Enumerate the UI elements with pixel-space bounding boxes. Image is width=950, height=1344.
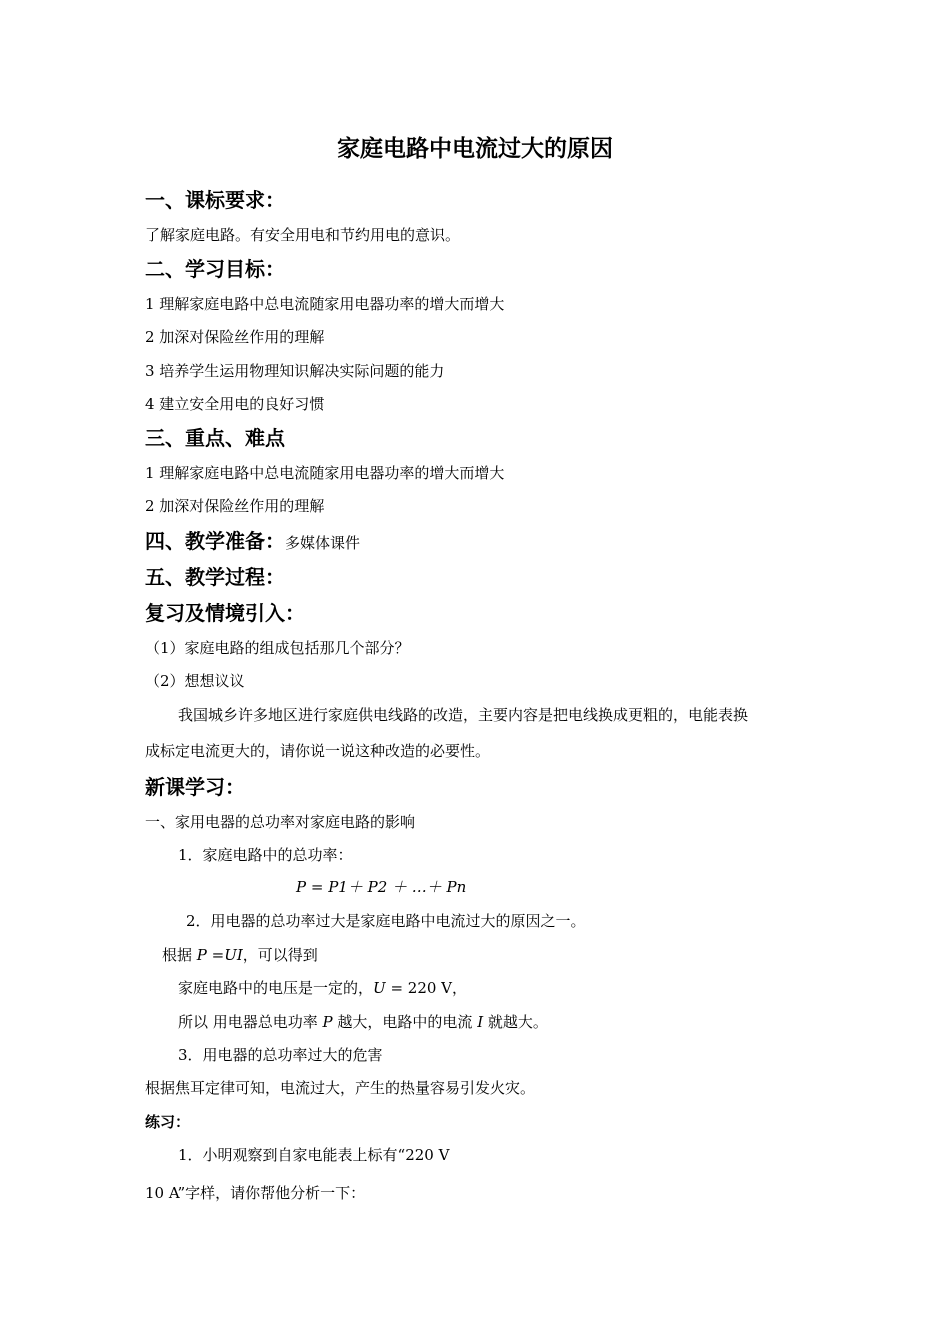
new-lesson-heading: 新课学习：	[145, 775, 245, 799]
voltage-variable: U	[373, 979, 386, 997]
key-point-1: 1 理解家庭电路中总电流随家用电器功率的增大而增大	[145, 464, 505, 482]
section-heading-preparation	[145, 528, 360, 556]
conclusion-prefix: 所以 用电器总电功率	[178, 1013, 323, 1031]
goal-item-3: 3 培养学生运用物理知识解决实际问题的能力	[145, 362, 445, 380]
power-variable: P	[322, 1013, 333, 1031]
new-lesson-item-1-2: 2．用电器的总功率过大是家庭电路中电流过大的原因之一。	[186, 912, 586, 930]
basis-prefix: 根据	[162, 946, 197, 964]
preparation-value: 多媒体课件	[285, 534, 361, 552]
conclusion-suffix: 就越大。	[483, 1013, 548, 1031]
curriculum-text: 了解家庭电路。有安全用电和节约用电的意识。	[145, 226, 461, 244]
goal-item-2: 2 加深对保险丝作用的理解	[145, 328, 325, 346]
basis-suffix: ，可以得到	[242, 946, 318, 964]
practice-item-1-line-1: 1．小明观察到自家电能表上标有“220 V	[178, 1146, 450, 1164]
section-heading-process: 五、教学过程：	[145, 565, 285, 589]
total-power-formula: P = P1＋ P2 ＋ …＋ Pn	[296, 878, 467, 896]
voltage-suffix: = 220 V，	[385, 979, 468, 997]
key-point-2: 2 加深对保险丝作用的理解	[145, 497, 325, 515]
section-heading-key-points: 三、重点、难点	[145, 426, 285, 450]
review-heading: 复习及情境引入：	[145, 601, 305, 625]
review-question-1: （1）家庭电路的组成包括那几个部分？	[145, 639, 410, 657]
practice-item-1-line-2: 10 A”字样，请你帮他分析一下：	[145, 1184, 366, 1202]
conclusion-middle: 越大，电路中的电流	[332, 1013, 478, 1031]
basis-formula: P =UI	[196, 946, 243, 964]
new-lesson-item-1: 一、家用电器的总功率对家庭电路的影响	[145, 813, 416, 831]
voltage-prefix: 家庭电路中的电压是一定的，	[178, 979, 374, 997]
page-title: 家庭电路中电流过大的原因	[337, 136, 613, 162]
new-lesson-item-1-3: 3．用电器的总功率过大的危害	[178, 1046, 383, 1064]
voltage-line	[178, 978, 467, 998]
new-lesson-item-1-1: 1．家庭电路中的总功率：	[178, 846, 353, 864]
current-variable: I	[477, 1013, 484, 1031]
section-heading-goals: 二、学习目标：	[145, 257, 285, 281]
review-paragraph-line-2: 成标定电流更大的，请你说一说这种改造的必要性。	[145, 742, 491, 760]
section-heading-curriculum: 一、课标要求：	[145, 188, 285, 212]
practice-heading: 练习：	[145, 1113, 191, 1131]
conclusion-line	[178, 1012, 548, 1032]
goal-item-1: 1 理解家庭电路中总电流随家用电器功率的增大而增大	[145, 295, 505, 313]
goal-item-4: 4 建立安全用电的良好习惯	[145, 395, 325, 413]
basis-line	[162, 945, 318, 965]
review-question-2: （2）想想议议	[145, 672, 245, 690]
preparation-label: 四、教学准备：	[145, 529, 285, 553]
review-paragraph-line-1: 我国城乡许多地区进行家庭供电线路的改造，主要内容是把电线换成更粗的，电能表换	[178, 706, 749, 724]
joule-law-text: 根据焦耳定律可知，电流过大，产生的热量容易引发火灾。	[145, 1079, 536, 1097]
